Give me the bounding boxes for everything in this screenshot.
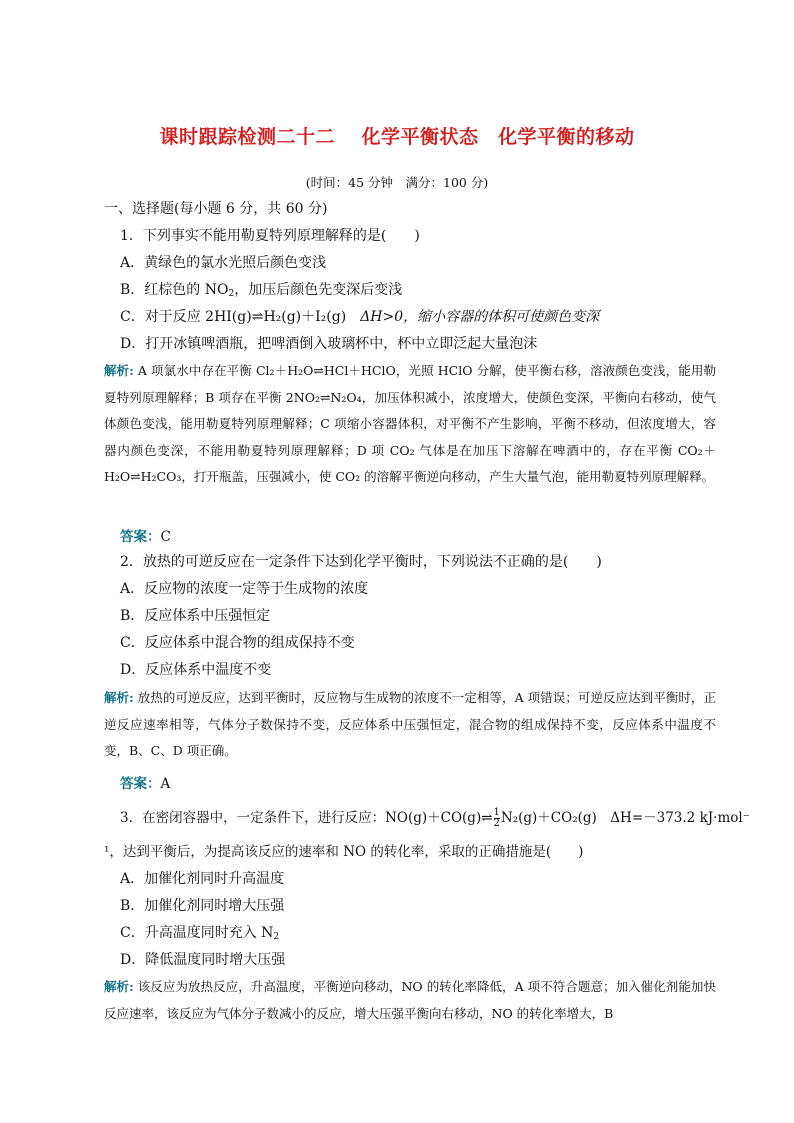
q3-option-d: D．降低温度同时增大压强 bbox=[120, 952, 286, 968]
q1-stem: 1．下列事实不能用勒夏特列原理解释的是( ) bbox=[120, 228, 420, 244]
q3-analysis: 解析: 该反应为放热反应，升高温度，平衡逆向移动，NO 的转化率降低，A 项不符合题意；加入催化剂能加快反应速率，该反应为气体分子数减小的反应，增大压强平衡向右移动，NO 的转化率增大，B bbox=[104, 979, 716, 1021]
page-title: 课时跟踪检测二十二 化学平衡状态 化学平衡的移动 bbox=[159, 126, 635, 148]
q1-analysis: 解析: A 项氯水中存在平衡 Cl₂＋H₂O⇌HCl＋HClO，光照 HClO 分解，使平衡右移，溶液颜色变浅，能用勒夏特列原理解释；B 项存在平衡 2NO₂⇌N₂O₄，加压体积减小，浓度增大，使颜色变深，平衡向右移动，使气体颜色变浅，能用勒夏特列原理解释；C 项缩小容器体积，对平衡不产生影响，平衡不移动，但浓度增大，容器内颜色变深，不能用勒夏特列原理解释；D 项 CO₂ 气体是在加压下溶解在啤酒中的，存在平衡 CO₂＋H₂O⇌H₂CO₃，打开瓶盖，压强减小，使 CO₂ 的溶解平衡逆向移动，产生大量气泡，能用勒夏特列原理解释。 bbox=[104, 363, 716, 485]
q2-stem: 2．放热的可逆反应在一定条件下达到化学平衡时，下列说法不正确的是( ) bbox=[120, 554, 602, 570]
q3-stem-line1: 3．在密闭容器中，一定条件下，进行反应：NO(g)＋CO(g)⇌ $\frac{1}{2}$ N₂(g)＋CO₂(g) ΔH=－373.2 kJ·mol⁻ bbox=[120, 807, 750, 829]
q2-option-d: D．反应体系中温度不变 bbox=[120, 662, 272, 678]
exam-meta: (时间：45 分钟 满分：100 分) bbox=[305, 175, 489, 190]
q2-option-b: B．反应体系中压强恒定 bbox=[120, 608, 271, 624]
q3-option-b: B．加催化剂同时增大压强 bbox=[120, 898, 285, 914]
q1-option-a: A．黄绿色的氯水光照后颜色变浅 bbox=[120, 255, 327, 271]
q1-option-b: B．红棕色的 $NO_2$，加压后颜色先变深后变浅 bbox=[120, 282, 403, 299]
q1-answer: 答案：C bbox=[120, 529, 171, 545]
q3-option-c: C．升高温度同时充入 $N_2$ bbox=[120, 925, 280, 942]
q2-option-c: C．反应体系中混合物的组成保持不变 bbox=[120, 635, 355, 651]
q1-option-c: C．对于反应 2HI(g)⇌H₂(g)＋I₂(g) ΔH>0，缩小容器的体积可使颜色变深 bbox=[120, 309, 600, 325]
q2-answer: 答案：A bbox=[120, 776, 171, 792]
q2-analysis: 解析: 放热的可逆反应，达到平衡时，反应物与生成物的浓度不一定相等，A 项错误；可逆反应达到平衡时，正逆反应速率相等，气体分子数保持不变，反应体系中压强恒定，混合物的组成保持不变，反应体系中温度不变，B、C、D 项正确。 bbox=[104, 690, 716, 759]
fraction: $\frac{1}{2}$ bbox=[493, 807, 500, 829]
section-heading: 一、选择题(每小题 6 分，共 60 分) bbox=[104, 201, 328, 217]
q3-option-a: A．加催化剂同时升高温度 bbox=[120, 871, 285, 887]
q3-stem-line2: ¹，达到平衡后，为提高该反应的速率和 NO 的转化率，采取的正确措施是( ) bbox=[104, 844, 584, 860]
q1-option-d: D．打开冰镇啤酒瓶，把啤酒倒入玻璃杯中，杯中立即泛起大量泡沫 bbox=[120, 336, 538, 352]
equilibrium-arrow-icon: ⇌ bbox=[251, 309, 264, 325]
q2-option-a: A．反应物的浓度一定等于生成物的浓度 bbox=[120, 581, 369, 597]
